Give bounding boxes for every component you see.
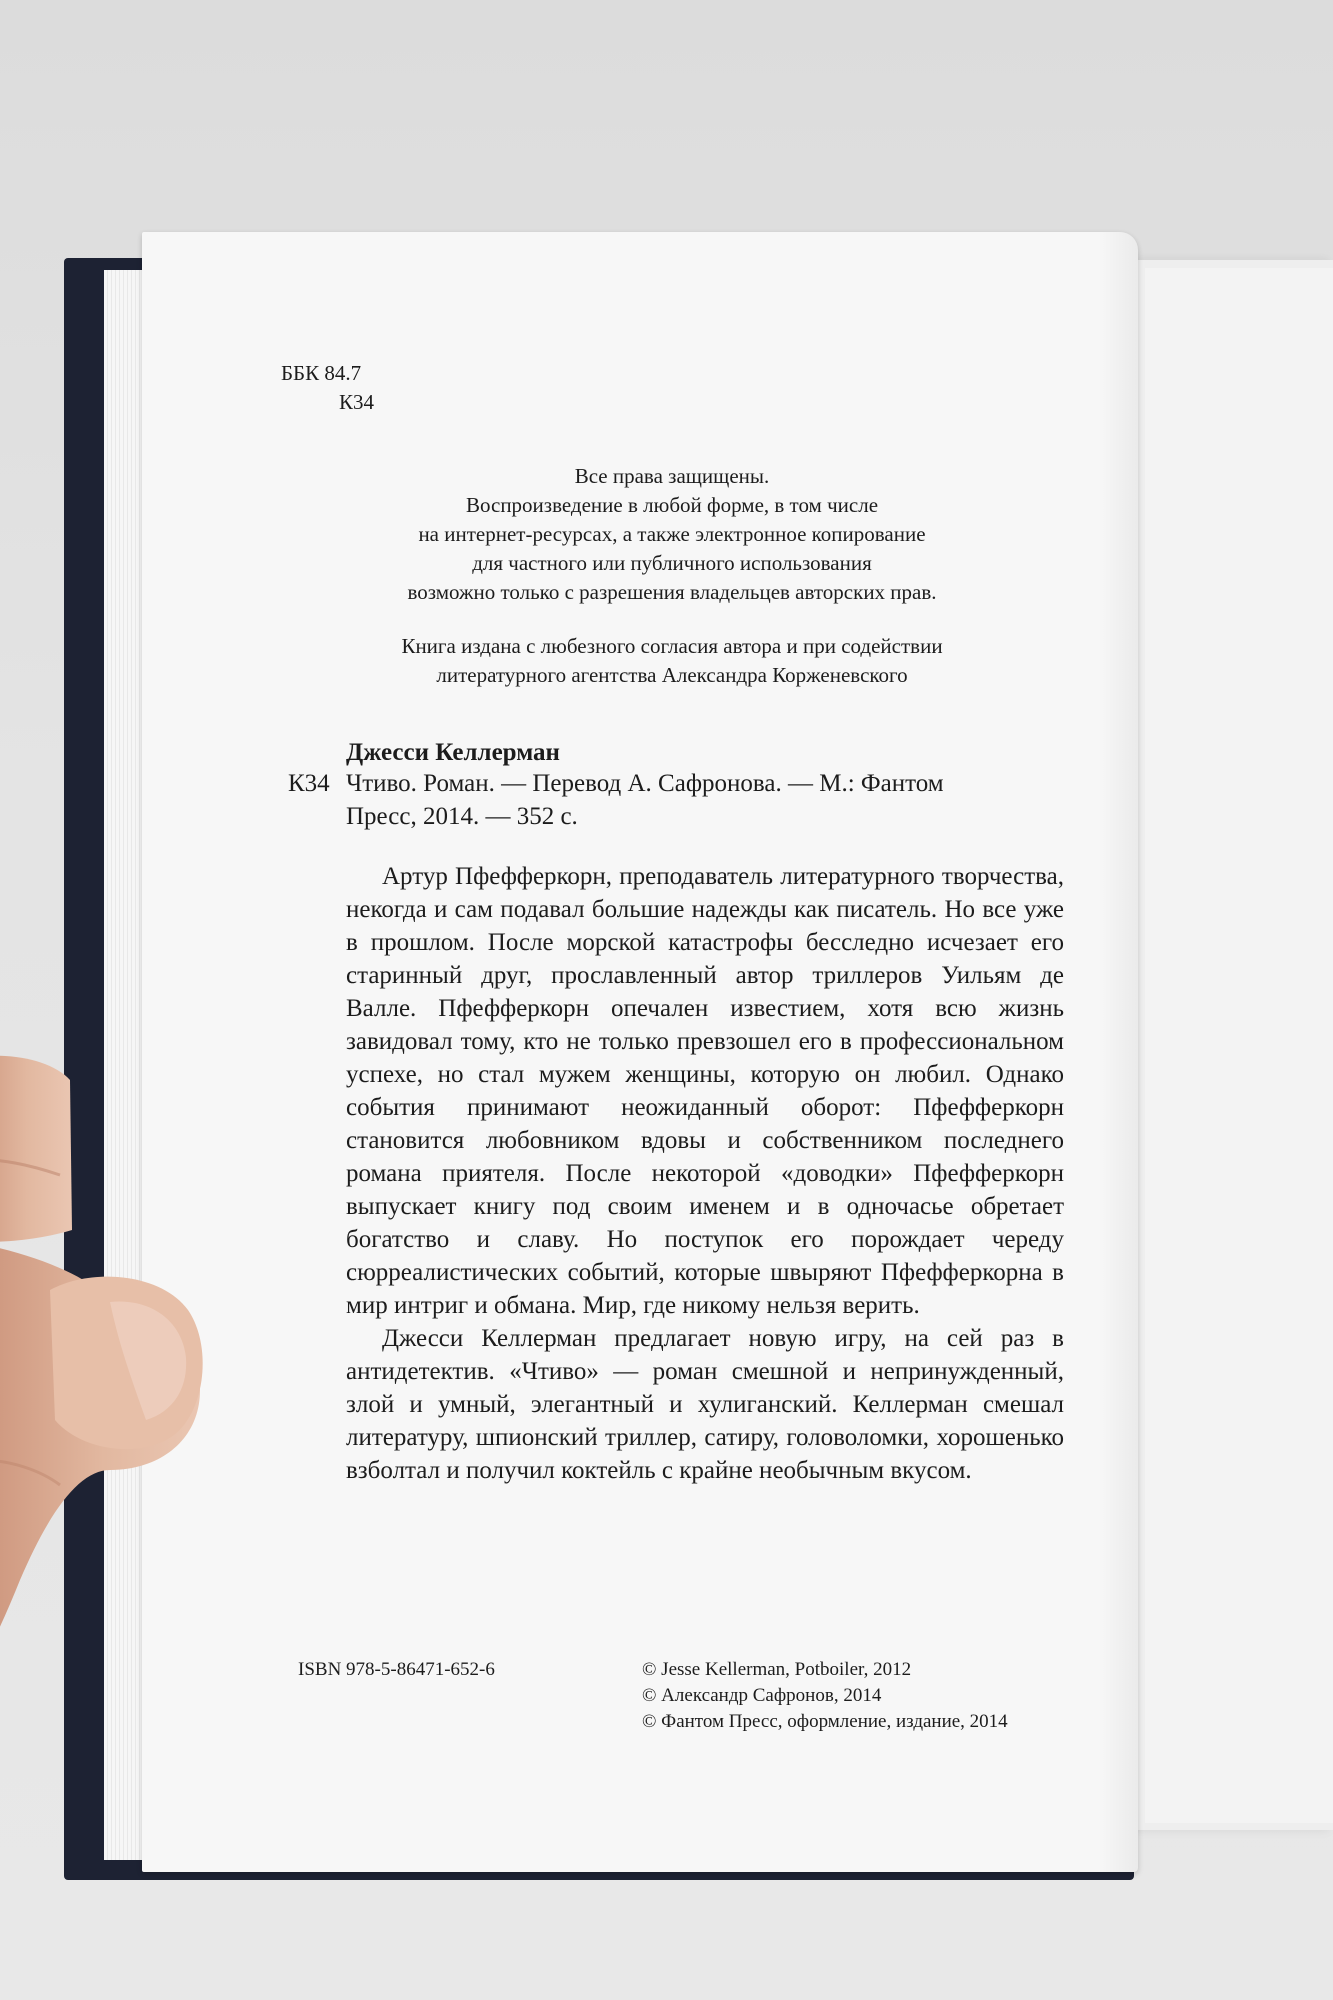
annotation-paragraph: Артур Пфефферкорн, преподаватель литературного творчества, некогда и сам подавал большие надежды как писатель. Но все уже в прошлом. После морской катастрофы бесследно исчезает его старинный друг, прославленный автор триллеров Уильям де Валле. Пфефферкорн опечален известием, хотя всю жизнь завидовал тому, кто не только превзошел его в профессиональном успехе, но стал мужем женщины, которую он любил. Однако события принимают неожиданный оборот: Пфефферкорн становится любовником вдовы и собственником последнего романа приятеля. После некоторой «доводки» Пфефферкорн выпускает книгу под своим именем и в одночасье обретает богатство и славу. Но поступок его порождает череду сюрреалистических событий, которые швыряют Пфефферкорна в мир интриг и обмана. Мир, где никому нельзя верить. [346, 863, 1064, 1319]
rights-line: для частного или публичного использования [472, 551, 872, 575]
biblio-code: К34 [288, 770, 330, 797]
page-curl-shadow [1098, 232, 1138, 1872]
bibliographic-record [288, 767, 1064, 833]
credit-line: литературного агентства Александра Корженевского [436, 663, 908, 687]
rights-line: Воспроизведение в любой форме, в том числе [465, 493, 879, 517]
rights-line: на интернет-ресурсах, а также электронное копирование [418, 522, 926, 546]
bbk-classification [281, 359, 374, 417]
copyright-line: © Jesse Kellerman, Potboiler, 2012 [642, 1659, 912, 1680]
book-annotation [346, 860, 1064, 1487]
author-mark: К34 [339, 390, 375, 414]
biblio-line: Пресс, 2014. — 352 с. [346, 803, 578, 830]
book-page [142, 232, 1138, 1872]
publication-credit [312, 632, 1032, 690]
copyright-line: © Фантом Пресс, оформление, издание, 2014 [642, 1711, 1008, 1732]
hand-thumb [0, 1040, 260, 1700]
rights-line: Все права защищены. [574, 464, 770, 488]
biblio-line: Чтиво. Роман. — Перевод А. Сафронова. — М.: Фантом [346, 770, 944, 797]
background-book-cover [1145, 268, 1333, 1823]
copyright-line: © Александр Сафронов, 2014 [642, 1685, 882, 1706]
isbn-number: ISBN 978-5-86471-652-6 [298, 1659, 495, 1680]
rights-line: возможно только с разрешения владельцев авторских прав. [407, 580, 937, 604]
rights-notice [312, 462, 1032, 607]
annotation-paragraph: Джесси Келлерман предлагает новую игру, на сей раз в антидетектив. «Чтиво» — роман смешной и непринужденный, злой и умный, элегантный и хулиганский. Келлерман смешал литературу, шпионский триллер, сатиру, головоломки, хорошенько взболтал и получил коктейль с крайне необычным вкусом. [346, 1325, 1064, 1484]
author-name: Джесси Келлерман [346, 739, 560, 766]
copyright-block [642, 1657, 1008, 1735]
credit-line: Книга издана с любезного согласия автора и при содействии [401, 634, 943, 658]
bbk-code: ББК 84.7 [281, 361, 362, 385]
